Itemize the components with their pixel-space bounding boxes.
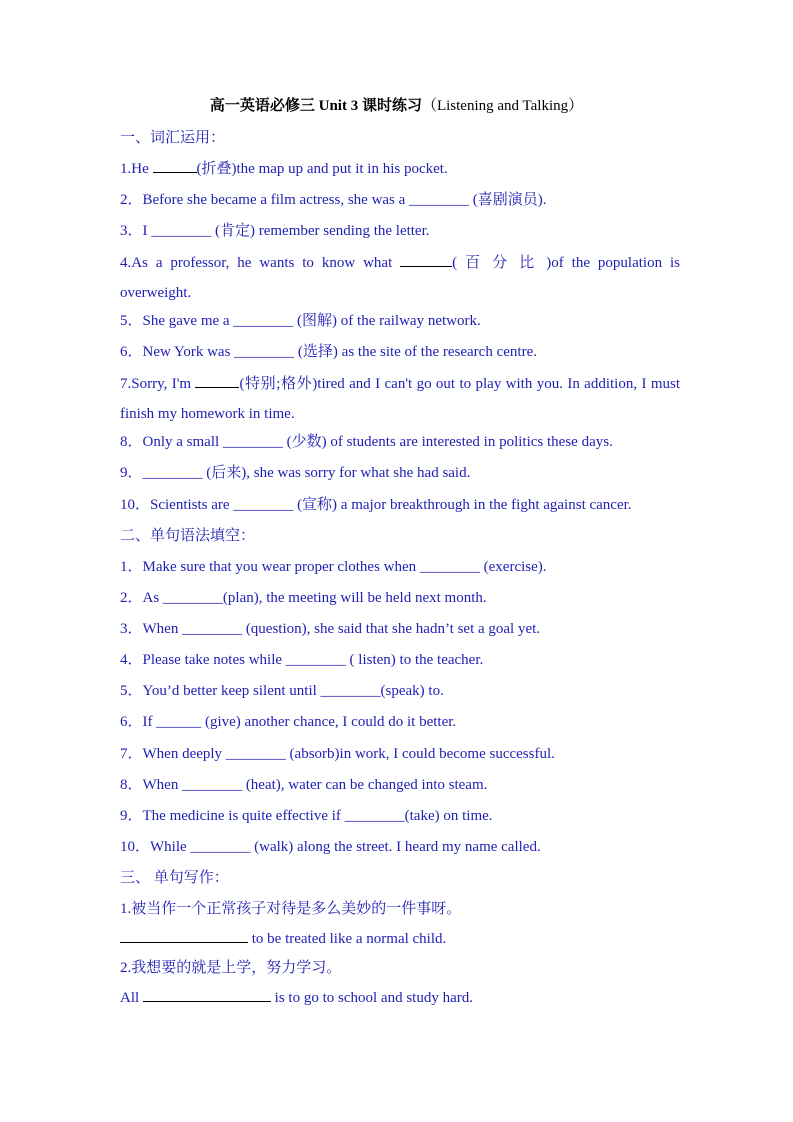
grammar-item-10: 10．While ________ (walk) along the street. I heard my name called.	[120, 839, 541, 855]
item-text: (折叠)the map up and put it in his pocket.	[196, 161, 448, 177]
answer-blank[interactable]	[153, 158, 197, 173]
writing-answer-1	[120, 928, 680, 950]
vocab-item-9: 9．________ (后来), she was sorry for what she had said.	[120, 465, 471, 481]
item-text: 1.He	[120, 161, 153, 177]
writing-question-2: 2.我想要的就是上学，努力学习。	[120, 960, 342, 976]
section1-heading: 一、词汇运用：	[120, 130, 226, 146]
vocab-item-5: 5．She gave me a ________ (图解) of the railway network.	[120, 313, 481, 329]
item-text: 7.Sorry, I'm	[120, 376, 196, 392]
section3-heading: 三、 单句写作：	[120, 870, 229, 886]
vocab-item-7	[120, 369, 680, 429]
item-text: ( 百 分 比 )of the population is overweight.	[120, 255, 680, 301]
answer-blank[interactable]	[120, 928, 248, 943]
title-subtitle: （Listening and Talking）	[421, 98, 584, 114]
title-main: 高一英语必修三 Unit 3 课时练习	[209, 98, 422, 114]
grammar-item-3: 3．When ________ (question), she said that she hadn’t set a goal yet.	[120, 621, 541, 637]
grammar-item-2: 2．As ________(plan), the meeting will be held next month.	[120, 590, 487, 606]
vocab-item-2: 2．Before she became a film actress, she was a ________ (喜剧演员).	[120, 192, 547, 208]
answer-blank[interactable]	[143, 987, 271, 1002]
grammar-item-7: 7．When deeply ________ (absorb)in work, I could become successful.	[120, 746, 555, 762]
item-text: to be treated like a normal child.	[248, 931, 447, 947]
grammar-item-6: 6．If ______ (give) another chance, I could do it better.	[120, 714, 457, 730]
item-text: 4.As a professor, he wants to know what	[120, 255, 401, 271]
answer-blank[interactable]	[195, 373, 239, 388]
writing-answer-2	[120, 987, 680, 1009]
item-text: All	[120, 990, 143, 1006]
vocab-item-10: 10．Scientists are ________ (宣称) a major breakthrough in the fight against cancer.	[120, 497, 632, 513]
section2-heading: 二、单句语法填空：	[120, 528, 256, 544]
grammar-item-8: 8．When ________ (heat), water can be changed into steam.	[120, 777, 488, 793]
vocab-item-6: 6．New York was ________ (选择) as the site of the research centre.	[120, 344, 537, 360]
writing-question-1: 1.被当作一个正常孩子对待是多么美妙的一件事呀。	[120, 901, 462, 917]
vocab-item-3: 3．I ________ (肯定) remember sending the letter.	[120, 223, 430, 239]
grammar-item-5: 5．You’d better keep silent until ________(speak) to.	[120, 683, 444, 699]
grammar-item-1: 1．Make sure that you wear proper clothes when ________ (exercise).	[120, 559, 547, 575]
item-text: is to go to school and study hard.	[270, 990, 473, 1006]
vocab-item-8: 8．Only a small ________ (少数) of students are interested in politics these days.	[120, 434, 613, 450]
page-title	[0, 95, 793, 117]
answer-blank[interactable]	[400, 252, 452, 267]
grammar-item-4: 4．Please take notes while ________ ( listen) to the teacher.	[120, 652, 484, 668]
item-text: (特别;格外)tired and I can't go out to play with you. In addition, I must finish my homework in time.	[120, 376, 680, 422]
vocab-item-4	[120, 248, 680, 308]
vocab-item-1	[120, 158, 680, 180]
grammar-item-9: 9．The medicine is quite effective if ________(take) on time.	[120, 808, 493, 824]
